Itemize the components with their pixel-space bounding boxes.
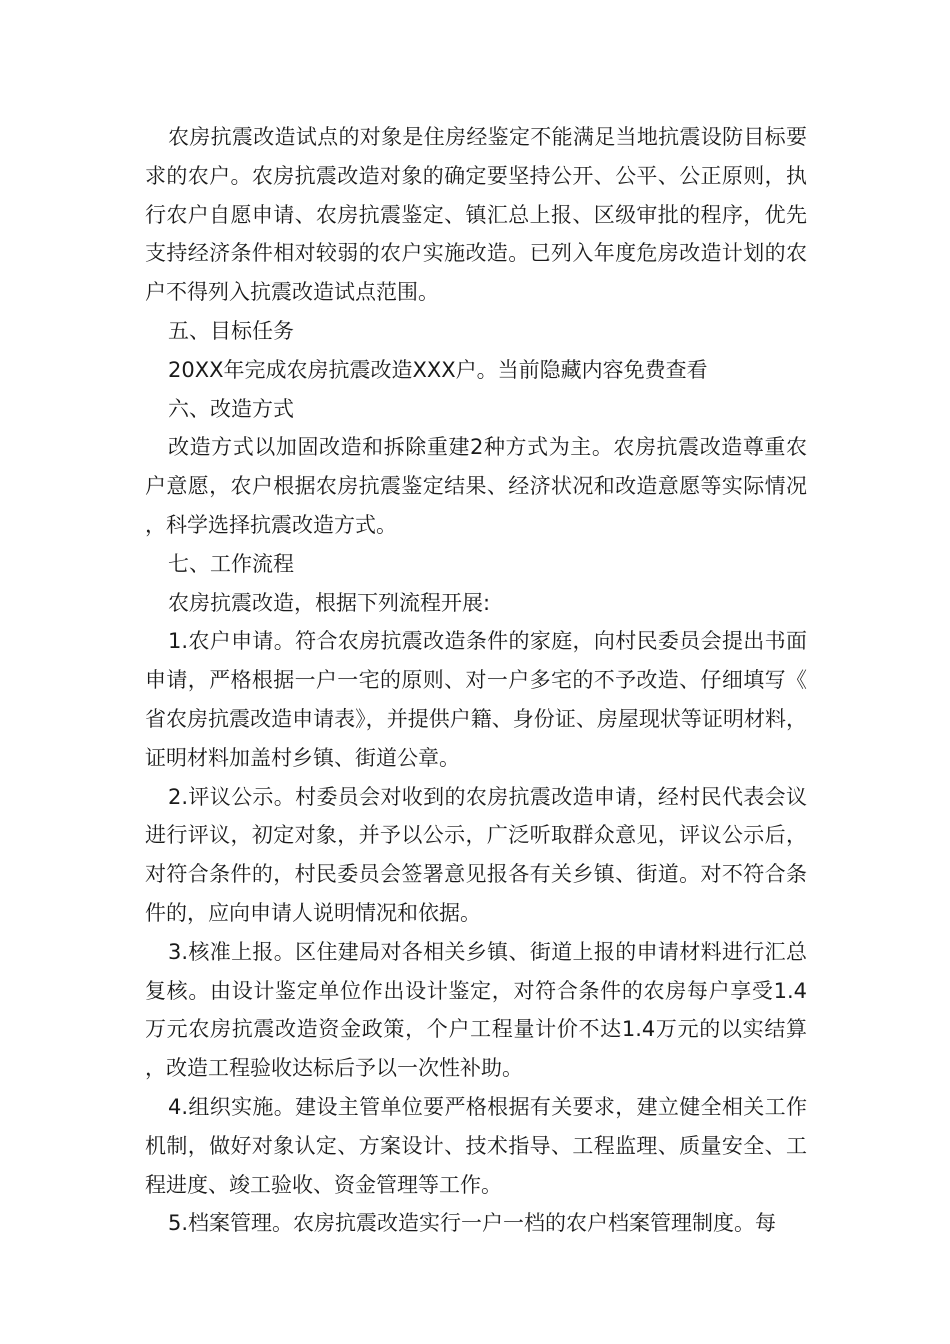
paragraph-step-4: 4.组织实施。建设主管单位要严格根据有关要求，建立健全相关工作机制，做好对象认定、方案设计、技术指导、工程监理、质量安全、工程进度、竣工验收、资金管理等工作。 <box>145 1094 807 1197</box>
paragraph-methods: 改造方式以加固改造和拆除重建2种方式为主。农房抗震改造尊重农户意愿，农户根据农房抗震鉴定结果、经济状况和改造意愿等实际情况，科学选择抗震改造方式。 <box>145 435 807 537</box>
paragraph-step-3: 3.核准上报。区住建局对各相关乡镇、街道上报的申请材料进行汇总复核。由设计鉴定单位作出设计鉴定，对符合条件的农房每户享受1.4万元农房抗震改造资金政策，个户工程量计价不达1.4万元的以实结算，改造工程验收达标后予以一次性补助。 <box>145 939 807 1081</box>
paragraph-step-2: 2.评议公示。村委员会对收到的农房抗震改造申请，经村民代表会议进行评议，初定对象，并予以公示，广泛听取群众意见，评议公示后，对符合条件的，村民委员会签署意见报各有关乡镇、街道。对不符合条件的，应向申请人说明情况和依据。 <box>145 784 807 925</box>
heading-workflow: 七、工作流程 <box>168 551 294 576</box>
heading-goals: 五、目标任务 <box>168 318 294 343</box>
paragraph-step-1: 1.农户申请。符合农房抗震改造条件的家庭，向村民委员会提出书面申请，严格根据一户一宅的原则、对一户多宅的不予改造、仔细填写《省农房抗震改造申请表》，并提供户籍、身份证、房屋现状等证明材料，证明材料加盖村乡镇、街道公章。 <box>145 629 807 770</box>
document-body <box>145 118 807 1243</box>
heading-methods: 六、改造方式 <box>168 396 294 421</box>
paragraph-goals: 20XX年完成农房抗震改造XXX户。当前隐藏内容免费查看 <box>168 357 708 382</box>
paragraph-workflow-intro: 农房抗震改造，根据下列流程开展: <box>168 590 491 615</box>
paragraph-step-5: 5.档案管理。农房抗震改造实行一户一档的农户档案管理制度。每 <box>168 1211 777 1236</box>
paragraph-target-households: 农房抗震改造试点的对象是住房经鉴定不能满足当地抗震设防目标要求的农户。农房抗震改造对象的确定要坚持公开、公平、公正原则，执行农户自愿申请、农房抗震鉴定、镇汇总上报、区级审批的程序，优先支持经济条件相对较弱的农户实施改造。已列入年度危房改造计划的农户不得列入抗震改造试点范围。 <box>145 125 807 305</box>
